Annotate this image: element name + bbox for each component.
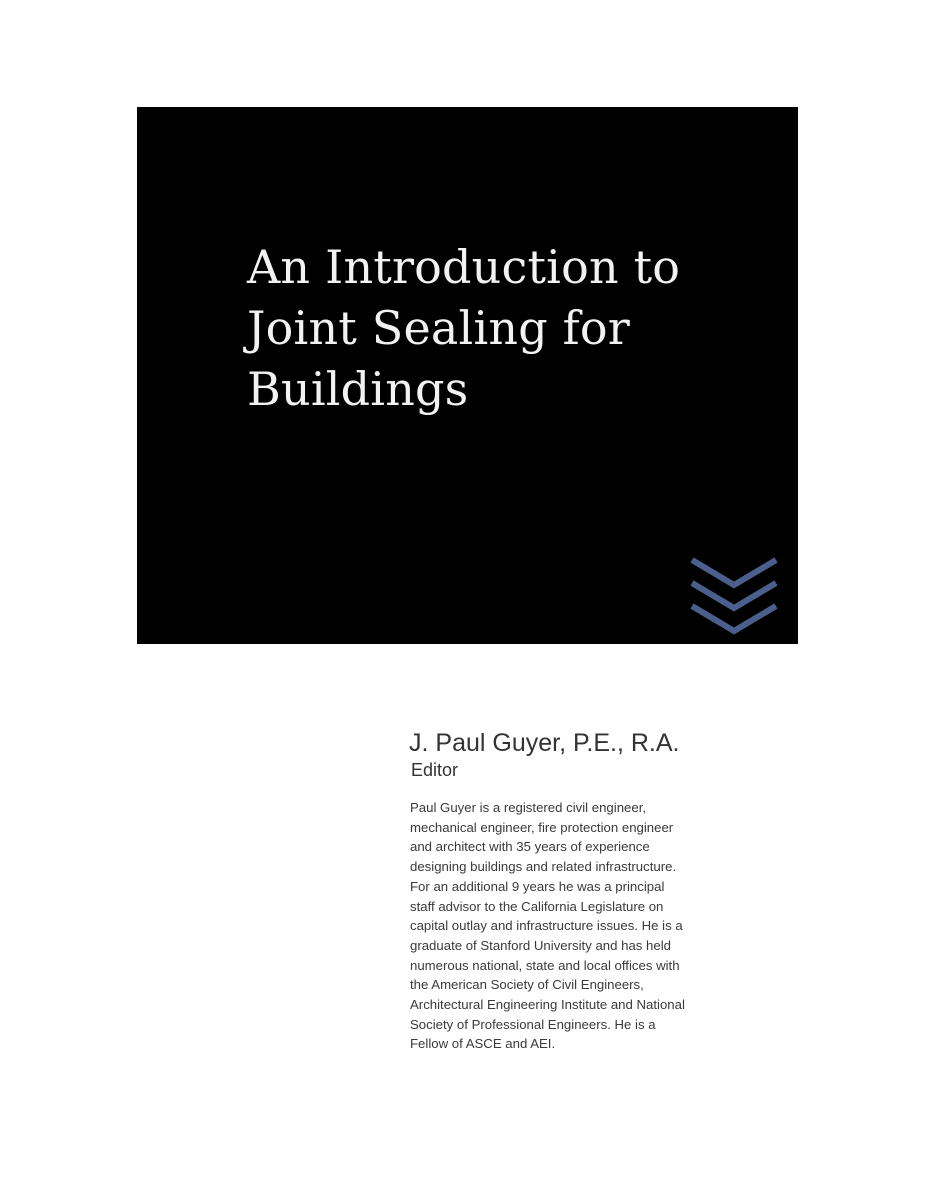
book-title-line: An Introduction to: [247, 240, 681, 294]
author-bio-line: mechanical engineer, fire protection engineer: [410, 819, 674, 835]
author-bio: [410, 798, 780, 1054]
cover-panel: [137, 107, 798, 644]
author-bio-line: numerous national, state and local offices with: [410, 957, 680, 973]
author-role: Editor: [411, 760, 459, 780]
author-bio-line: designing buildings and related infrastructure.: [410, 859, 677, 875]
author-name: J. Paul Guyer, P.E., R.A.: [409, 729, 680, 757]
author-bio-line: graduate of Stanford University and has held: [410, 937, 671, 953]
chevron-down-icon: [692, 560, 776, 585]
book-title: [247, 237, 777, 420]
author-bio-line: the American Society of Civil Engineers,: [410, 977, 644, 993]
triple-chevron-down-icon: [687, 555, 781, 639]
book-title-line: Buildings: [247, 362, 469, 416]
author-bio-line: Paul Guyer is a registered civil engineer,: [410, 800, 647, 815]
author-bio-line: and architect with 35 years of experience: [410, 839, 650, 855]
author-bio-line: staff advisor to the California Legislature on: [410, 898, 664, 914]
author-bio-line: Society of Professional Engineers. He is a: [410, 1016, 656, 1032]
book-title-line: Joint Sealing for: [247, 301, 630, 355]
author-bio-line: For an additional 9 years he was a principal: [410, 878, 665, 894]
author-bio-line: Fellow of ASCE and AEI.: [410, 1036, 556, 1052]
author-bio-line: Architectural Engineering Institute and National: [410, 997, 685, 1013]
author-bio-line: capital outlay and infrastructure issues. He is a: [410, 918, 683, 934]
